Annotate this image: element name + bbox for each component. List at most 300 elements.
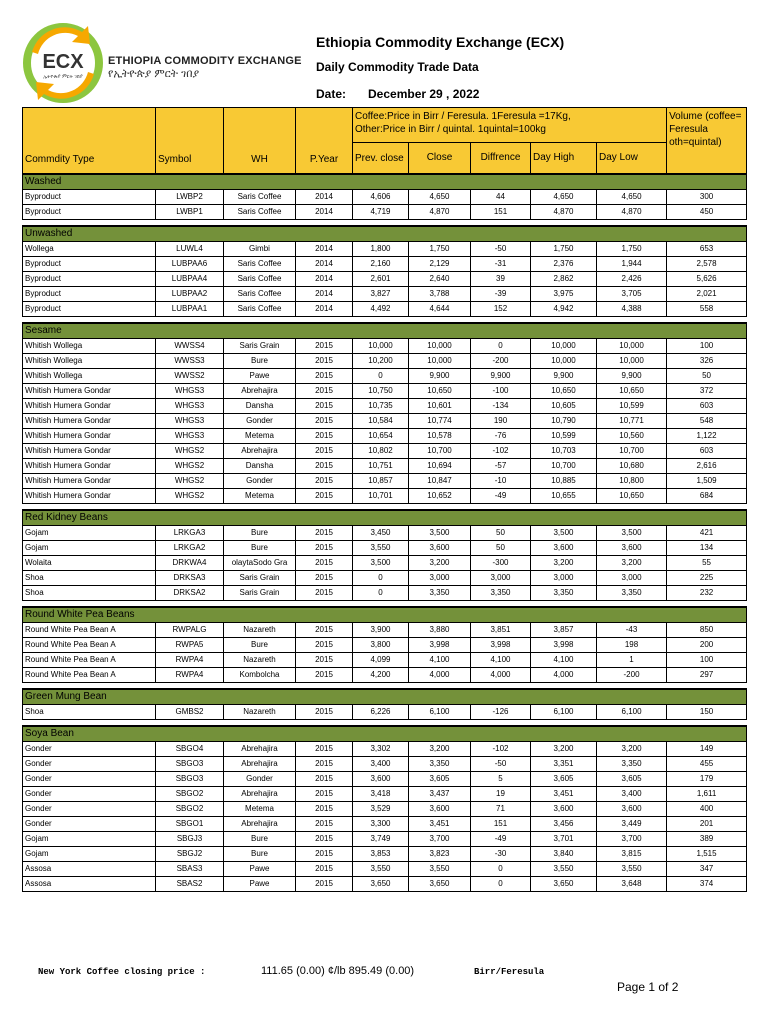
table-row — [23, 444, 747, 459]
cell-prev: 0 — [353, 571, 409, 586]
cell-diff: -49 — [471, 832, 531, 847]
cell-high: 10,655 — [531, 489, 597, 504]
cell-symbol: RWPA4 — [156, 653, 224, 668]
cell-year: 2015 — [296, 705, 353, 720]
cell-diff: 5 — [471, 772, 531, 787]
cell-year: 2014 — [296, 302, 353, 317]
cell-symbol: WWSS2 — [156, 369, 224, 384]
cell-close: 3,451 — [409, 817, 471, 832]
cell-wh: Nazareth — [224, 705, 296, 720]
cell-close: 3,000 — [409, 571, 471, 586]
cell-year: 2015 — [296, 489, 353, 504]
cell-prev: 3,418 — [353, 787, 409, 802]
cell-vol: 225 — [667, 571, 747, 586]
cell-diff: 71 — [471, 802, 531, 817]
cell-low: 10,650 — [597, 384, 667, 399]
cell-close: 3,605 — [409, 772, 471, 787]
cell-type: Gojam — [23, 847, 156, 862]
cell-high: 10,703 — [531, 444, 597, 459]
cell-wh: Saris Coffee — [224, 257, 296, 272]
cell-wh: Bure — [224, 832, 296, 847]
col-header-diff: Diffrence — [471, 143, 531, 175]
table-row — [23, 489, 747, 504]
cell-diff: 50 — [471, 526, 531, 541]
table-row — [23, 787, 747, 802]
cell-vol: 372 — [667, 384, 747, 399]
cell-close: 4,870 — [409, 205, 471, 220]
cell-high: 3,000 — [531, 571, 597, 586]
table-row — [23, 757, 747, 772]
cell-prev: 3,529 — [353, 802, 409, 817]
cell-close: 4,000 — [409, 668, 471, 683]
col-header-type: Commdity Type — [23, 108, 156, 175]
cell-diff: -39 — [471, 287, 531, 302]
cell-low: 1,944 — [597, 257, 667, 272]
cell-year: 2014 — [296, 190, 353, 205]
cell-type: Byproduct — [23, 302, 156, 317]
table-row — [23, 847, 747, 862]
date-label: Date: — [316, 87, 347, 101]
cell-wh: Saris Coffee — [224, 272, 296, 287]
section-header-row — [23, 323, 747, 339]
cell-vol: 100 — [667, 653, 747, 668]
col-header-prev: Prev. close — [353, 143, 409, 175]
cell-diff: -102 — [471, 444, 531, 459]
cell-wh: Saris Coffee — [224, 190, 296, 205]
cell-type: Round White Pea Bean A — [23, 623, 156, 638]
cell-type: Byproduct — [23, 257, 156, 272]
cell-type: Shoa — [23, 705, 156, 720]
cell-prev: 2,160 — [353, 257, 409, 272]
cell-symbol: RWPA5 — [156, 638, 224, 653]
price-note-coffee: Coffee:Price in Birr / Feresula. 1Feresula =17Kg, — [355, 111, 571, 122]
cell-vol: 297 — [667, 668, 747, 683]
cell-vol: 1,515 — [667, 847, 747, 862]
cell-vol: 1,122 — [667, 429, 747, 444]
price-note-other: Other:Price in Birr / quintal. 1quintal=100kg — [355, 124, 546, 135]
cell-wh: Abrehajira — [224, 787, 296, 802]
cell-high: 3,451 — [531, 787, 597, 802]
cell-symbol: WHGS3 — [156, 399, 224, 414]
cell-low: 1 — [597, 653, 667, 668]
table-row — [23, 817, 747, 832]
cell-type: Gojam — [23, 832, 156, 847]
page-subtitle: Daily Commodity Trade Data — [316, 60, 479, 74]
cell-low: 3,705 — [597, 287, 667, 302]
cell-high: 3,975 — [531, 287, 597, 302]
cell-type: Byproduct — [23, 287, 156, 302]
cell-year: 2015 — [296, 444, 353, 459]
table-row — [23, 474, 747, 489]
cell-wh: Saris Grain — [224, 571, 296, 586]
cell-year: 2015 — [296, 772, 353, 787]
table-row — [23, 384, 747, 399]
cell-high: 3,857 — [531, 623, 597, 638]
cell-high: 2,862 — [531, 272, 597, 287]
cell-high: 4,100 — [531, 653, 597, 668]
cell-prev: 4,719 — [353, 205, 409, 220]
cell-vol: 300 — [667, 190, 747, 205]
section-header-row — [23, 174, 747, 190]
cell-year: 2015 — [296, 541, 353, 556]
cell-wh: Abrehajira — [224, 757, 296, 772]
cell-year: 2015 — [296, 817, 353, 832]
cell-close: 10,000 — [409, 339, 471, 354]
cell-low: 10,560 — [597, 429, 667, 444]
cell-close: 3,200 — [409, 556, 471, 571]
table-row — [23, 802, 747, 817]
cell-vol: 548 — [667, 414, 747, 429]
col-header-close: Close — [409, 143, 471, 175]
cell-year: 2015 — [296, 556, 353, 571]
cell-wh: Bure — [224, 847, 296, 862]
table-row — [23, 414, 747, 429]
cell-symbol: RWPALG — [156, 623, 224, 638]
cell-symbol: LRKGA2 — [156, 541, 224, 556]
cell-close: 3,350 — [409, 757, 471, 772]
cell-symbol: DRKSA3 — [156, 571, 224, 586]
cell-prev: 6,226 — [353, 705, 409, 720]
cell-diff: -50 — [471, 757, 531, 772]
cell-year: 2015 — [296, 757, 353, 772]
cell-type: Whitish Humera Gondar — [23, 384, 156, 399]
cell-prev: 3,550 — [353, 862, 409, 877]
cell-close: 10,000 — [409, 354, 471, 369]
cell-vol: 2,021 — [667, 287, 747, 302]
cell-symbol: LUBPAA6 — [156, 257, 224, 272]
cell-year: 2014 — [296, 257, 353, 272]
cell-symbol: SBGJ2 — [156, 847, 224, 862]
cell-close: 3,437 — [409, 787, 471, 802]
cell-symbol: WWSS3 — [156, 354, 224, 369]
cell-diff: 4,100 — [471, 653, 531, 668]
section-title: Unwashed — [23, 226, 747, 242]
col-header-symbol: Symbol — [156, 108, 224, 175]
cell-close: 3,700 — [409, 832, 471, 847]
table-row — [23, 526, 747, 541]
cell-year: 2015 — [296, 847, 353, 862]
cell-prev: 3,900 — [353, 623, 409, 638]
ny-coffee-price: 111.65 (0.00) ¢/lb 895.49 (0.00) — [261, 965, 415, 977]
cell-prev: 10,584 — [353, 414, 409, 429]
cell-wh: Pawe — [224, 369, 296, 384]
section-header-row — [23, 726, 747, 742]
section-header-row — [23, 226, 747, 242]
cell-type: Shoa — [23, 586, 156, 601]
cell-year: 2015 — [296, 623, 353, 638]
cell-year: 2015 — [296, 384, 353, 399]
cell-high: 3,600 — [531, 541, 597, 556]
col-header-low: Day Low — [597, 143, 667, 175]
cell-wh: Dansha — [224, 459, 296, 474]
cell-type: Whitish Humera Gondar — [23, 489, 156, 504]
cell-prev: 4,492 — [353, 302, 409, 317]
trade-table — [22, 107, 747, 892]
cell-low: 4,650 — [597, 190, 667, 205]
cell-wh: Gonder — [224, 414, 296, 429]
table-row — [23, 772, 747, 787]
cell-high: 4,870 — [531, 205, 597, 220]
cell-close: 3,650 — [409, 877, 471, 892]
cell-vol: 2,578 — [667, 257, 747, 272]
cell-close: 3,600 — [409, 541, 471, 556]
table-row — [23, 242, 747, 257]
cell-high: 3,200 — [531, 556, 597, 571]
cell-symbol: SBAS3 — [156, 862, 224, 877]
cell-prev: 10,802 — [353, 444, 409, 459]
cell-wh: Saris Coffee — [224, 205, 296, 220]
cell-wh: Nazareth — [224, 623, 296, 638]
cell-diff: 50 — [471, 541, 531, 556]
cell-year: 2015 — [296, 787, 353, 802]
cell-prev: 4,200 — [353, 668, 409, 683]
cell-vol: 389 — [667, 832, 747, 847]
cell-year: 2015 — [296, 877, 353, 892]
cell-prev: 3,749 — [353, 832, 409, 847]
cell-wh: Bure — [224, 354, 296, 369]
logo-text: ECX — [42, 51, 84, 73]
section-title: Red Kidney Beans — [23, 510, 747, 526]
cell-wh: Saris Grain — [224, 339, 296, 354]
cell-high: 4,942 — [531, 302, 597, 317]
cell-symbol: GMBS2 — [156, 705, 224, 720]
cell-vol: 400 — [667, 802, 747, 817]
cell-prev: 10,701 — [353, 489, 409, 504]
cell-close: 3,500 — [409, 526, 471, 541]
cell-wh: olaytaSodo Gra — [224, 556, 296, 571]
cell-prev: 4,606 — [353, 190, 409, 205]
table-row — [23, 354, 747, 369]
cell-wh: Pawe — [224, 862, 296, 877]
cell-high: 3,456 — [531, 817, 597, 832]
cell-prev: 3,600 — [353, 772, 409, 787]
cell-type: Whitish Humera Gondar — [23, 459, 156, 474]
cell-high: 10,000 — [531, 354, 597, 369]
logo-subtext: ኢትዮጵያ ምርት ገበያ — [43, 74, 83, 80]
cell-high: 3,600 — [531, 802, 597, 817]
section-title: Round White Pea Beans — [23, 607, 747, 623]
section-title: Green Mung Bean — [23, 689, 747, 705]
cell-wh: Abrehajira — [224, 384, 296, 399]
cell-close: 10,847 — [409, 474, 471, 489]
cell-high: 10,605 — [531, 399, 597, 414]
page-number: Page 1 of 2 — [617, 980, 679, 994]
table-row — [23, 668, 747, 683]
cell-prev: 10,200 — [353, 354, 409, 369]
cell-year: 2014 — [296, 272, 353, 287]
cell-vol: 100 — [667, 339, 747, 354]
cell-wh: Gonder — [224, 772, 296, 787]
section-title: Soya Bean — [23, 726, 747, 742]
cell-wh: Nazareth — [224, 653, 296, 668]
table-row — [23, 302, 747, 317]
cell-diff: -31 — [471, 257, 531, 272]
cell-wh: Abrehajira — [224, 742, 296, 757]
cell-diff: 190 — [471, 414, 531, 429]
cell-symbol: LRKGA3 — [156, 526, 224, 541]
cell-high: 3,840 — [531, 847, 597, 862]
cell-close: 4,644 — [409, 302, 471, 317]
cell-symbol: WHGS2 — [156, 459, 224, 474]
cell-vol: 347 — [667, 862, 747, 877]
cell-year: 2015 — [296, 429, 353, 444]
col-header-year: P.Year — [296, 108, 353, 175]
cell-close: 3,550 — [409, 862, 471, 877]
cell-low: 4,388 — [597, 302, 667, 317]
cell-diff: -300 — [471, 556, 531, 571]
cell-wh: Saris Coffee — [224, 302, 296, 317]
cell-close: 10,694 — [409, 459, 471, 474]
cell-wh: Kombolcha — [224, 668, 296, 683]
cell-symbol: SBGO1 — [156, 817, 224, 832]
cell-low: 10,000 — [597, 354, 667, 369]
brand-name-en: ETHIOPIA COMMODITY EXCHANGE — [108, 55, 302, 67]
cell-prev: 3,827 — [353, 287, 409, 302]
cell-type: Gonder — [23, 802, 156, 817]
cell-type: Gonder — [23, 817, 156, 832]
cell-type: Wolaita — [23, 556, 156, 571]
cell-type: Gonder — [23, 772, 156, 787]
cell-high: 10,700 — [531, 459, 597, 474]
cell-low: 10,700 — [597, 444, 667, 459]
cell-year: 2014 — [296, 205, 353, 220]
cell-wh: Metema — [224, 429, 296, 444]
cell-high: 2,376 — [531, 257, 597, 272]
cell-diff: -126 — [471, 705, 531, 720]
cell-high: 10,000 — [531, 339, 597, 354]
cell-year: 2015 — [296, 802, 353, 817]
cell-diff: -134 — [471, 399, 531, 414]
cell-vol: 200 — [667, 638, 747, 653]
cell-diff: 152 — [471, 302, 531, 317]
cell-close: 2,129 — [409, 257, 471, 272]
cell-prev: 2,601 — [353, 272, 409, 287]
date-value: December 29 , 2022 — [368, 87, 480, 101]
cell-vol: 134 — [667, 541, 747, 556]
cell-vol: 455 — [667, 757, 747, 772]
cell-wh: Bure — [224, 541, 296, 556]
cell-symbol: WHGS3 — [156, 429, 224, 444]
cell-prev: 1,800 — [353, 242, 409, 257]
cell-year: 2015 — [296, 638, 353, 653]
cell-wh: Pawe — [224, 877, 296, 892]
cell-diff: -102 — [471, 742, 531, 757]
cell-vol: 201 — [667, 817, 747, 832]
cell-prev: 3,500 — [353, 556, 409, 571]
cell-prev: 4,099 — [353, 653, 409, 668]
cell-low: 3,200 — [597, 556, 667, 571]
cell-type: Round White Pea Bean A — [23, 638, 156, 653]
cell-symbol: LUBPAA4 — [156, 272, 224, 287]
cell-wh: Saris Coffee — [224, 287, 296, 302]
cell-high: 1,750 — [531, 242, 597, 257]
cell-vol: 1,611 — [667, 787, 747, 802]
cell-wh: Bure — [224, 526, 296, 541]
cell-prev: 3,302 — [353, 742, 409, 757]
cell-wh: Dansha — [224, 399, 296, 414]
cell-prev: 0 — [353, 586, 409, 601]
cell-prev: 3,853 — [353, 847, 409, 862]
cell-diff: -76 — [471, 429, 531, 444]
cell-type: Round White Pea Bean A — [23, 668, 156, 683]
cell-close: 10,650 — [409, 384, 471, 399]
cell-low: -43 — [597, 623, 667, 638]
cell-year: 2015 — [296, 586, 353, 601]
cell-close: 1,750 — [409, 242, 471, 257]
cell-wh: Abrehajira — [224, 817, 296, 832]
cell-low: 3,200 — [597, 742, 667, 757]
cell-wh: Saris Grain — [224, 586, 296, 601]
cell-type: Assosa — [23, 877, 156, 892]
table-row — [23, 742, 747, 757]
cell-close: 10,601 — [409, 399, 471, 414]
cell-year: 2015 — [296, 526, 353, 541]
cell-type: Assosa — [23, 862, 156, 877]
cell-close: 10,774 — [409, 414, 471, 429]
table-row — [23, 459, 747, 474]
cell-diff: 44 — [471, 190, 531, 205]
cell-year: 2015 — [296, 339, 353, 354]
cell-vol: 603 — [667, 399, 747, 414]
table-row — [23, 399, 747, 414]
cell-high: 4,000 — [531, 668, 597, 683]
cell-high: 6,100 — [531, 705, 597, 720]
cell-wh: Metema — [224, 489, 296, 504]
ny-coffee-label: New York Coffee closing price : — [38, 967, 206, 977]
cell-high: 10,790 — [531, 414, 597, 429]
cell-high: 3,351 — [531, 757, 597, 772]
cell-symbol: SBGO4 — [156, 742, 224, 757]
table-row — [23, 272, 747, 287]
cell-diff: -49 — [471, 489, 531, 504]
cell-close: 3,200 — [409, 742, 471, 757]
cell-symbol: SBGO2 — [156, 802, 224, 817]
cell-year: 2015 — [296, 832, 353, 847]
cell-diff: 3,350 — [471, 586, 531, 601]
cell-year: 2015 — [296, 668, 353, 683]
cell-low: 2,426 — [597, 272, 667, 287]
cell-vol: 55 — [667, 556, 747, 571]
cell-close: 3,823 — [409, 847, 471, 862]
cell-symbol: WHGS3 — [156, 414, 224, 429]
cell-diff: 3,851 — [471, 623, 531, 638]
table-row — [23, 205, 747, 220]
cell-symbol: LUBPAA1 — [156, 302, 224, 317]
cell-symbol: RWPA4 — [156, 668, 224, 683]
cell-high: 9,900 — [531, 369, 597, 384]
ny-coffee-unit: Birr/Feresula — [474, 967, 545, 977]
cell-vol: 150 — [667, 705, 747, 720]
cell-symbol: WHGS2 — [156, 489, 224, 504]
cell-low: 10,650 — [597, 489, 667, 504]
table-row — [23, 571, 747, 586]
cell-low: 3,648 — [597, 877, 667, 892]
cell-type: Gojam — [23, 526, 156, 541]
cell-high: 3,200 — [531, 742, 597, 757]
cell-year: 2015 — [296, 862, 353, 877]
cell-type: Shoa — [23, 571, 156, 586]
price-note — [353, 108, 667, 143]
cell-year: 2014 — [296, 287, 353, 302]
cell-vol: 450 — [667, 205, 747, 220]
table-row — [23, 623, 747, 638]
table-row — [23, 862, 747, 877]
cell-type: Whitish Humera Gondar — [23, 444, 156, 459]
cell-low: 6,100 — [597, 705, 667, 720]
cell-vol: 603 — [667, 444, 747, 459]
section-title: Washed — [23, 174, 747, 190]
cell-prev: 10,751 — [353, 459, 409, 474]
